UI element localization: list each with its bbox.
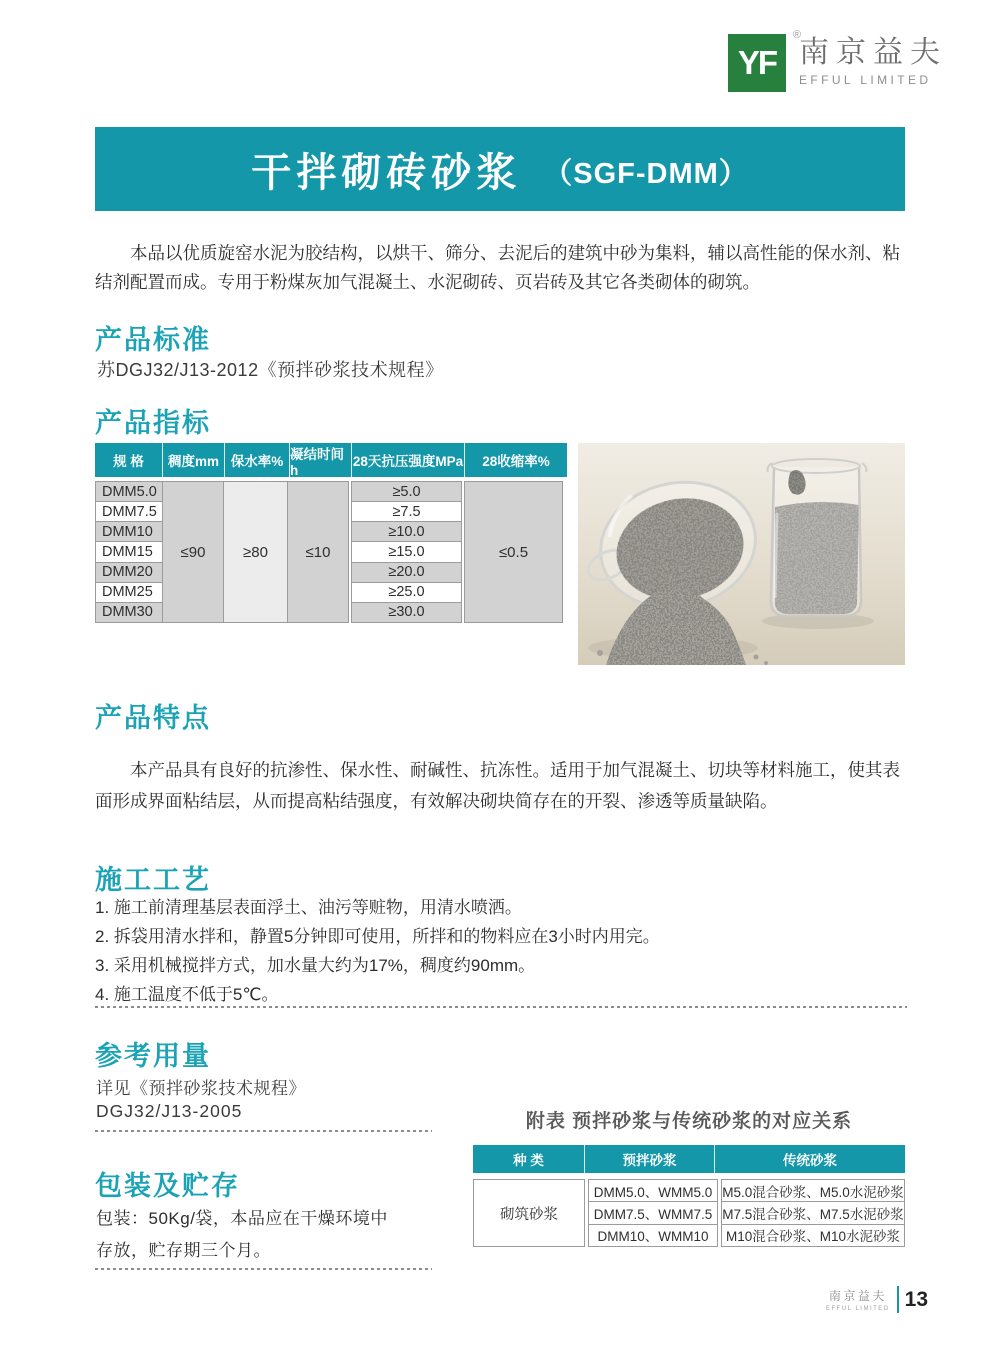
col-header-premixed: 预拌砂浆 xyxy=(585,1145,715,1173)
table-cell: DMM30 xyxy=(95,602,163,623)
section-heading-standard: 产品标准 xyxy=(95,325,211,355)
dotted-divider xyxy=(95,1006,907,1008)
product-title: 干拌砌砖砂浆 xyxy=(251,150,522,195)
col-header-shrinkage: 28收缩率% xyxy=(482,454,550,469)
col-header-strength: 28天抗压强度MPa xyxy=(352,443,465,477)
col-header-traditional: 传统砂浆 xyxy=(783,1153,837,1168)
consistency-merged-cell: ≤90 xyxy=(162,481,224,623)
table-cell: M5.0混合砂浆、M5.0水泥砂浆 xyxy=(721,1179,905,1202)
yf-logo-icon xyxy=(728,29,801,92)
usage-line2: DGJ32/J13-2005 xyxy=(96,1101,243,1121)
page-footer xyxy=(826,1286,928,1313)
strength-column xyxy=(352,481,462,623)
usage-line1: 详见《预拌砂浆技术规程》 xyxy=(96,1079,306,1098)
process-step: 3. 采用机械搅拌方式，加水量大约为17%，稠度约90mm。 xyxy=(95,956,536,975)
packaging-line2: 存放，贮存期三个月。 xyxy=(96,1241,271,1260)
product-photo xyxy=(578,443,905,665)
process-list xyxy=(95,893,908,1009)
registered-mark: ® xyxy=(792,29,801,41)
traditional-column xyxy=(721,1179,905,1247)
table-cell: ≥10.0 xyxy=(351,521,462,542)
company-name-en: EFFUL LIMITED xyxy=(799,73,932,87)
table-cell: DMM20 xyxy=(95,562,163,583)
company-logo xyxy=(728,29,947,92)
footer-brand xyxy=(826,1287,890,1312)
dotted-divider xyxy=(95,1268,432,1270)
table-cell: ≥25.0 xyxy=(351,582,462,603)
footer-divider xyxy=(897,1286,899,1313)
water-retention-merged-cell: ≥80 xyxy=(223,481,288,623)
table-cell: DMM5.0、WMM5.0 xyxy=(588,1179,718,1202)
appendix-table-header xyxy=(473,1145,905,1173)
product-intro: 本品以优质旋窑水泥为胶结构，以烘干、筛分、去泥后的建筑中砂为集料，辅以高性能的保水剂、粘结剂配置而成。专用于粉煤灰加气混凝土、水泥砌砖、页岩砖及其它各类砌体的砌筑。 xyxy=(95,242,900,292)
section-heading-process: 施工工艺 xyxy=(95,865,211,895)
premixed-column xyxy=(588,1179,718,1247)
table-cell: DMM7.5、WMM7.5 xyxy=(588,1201,718,1224)
spec-column xyxy=(95,481,163,623)
category-merged-cell: 砌筑砂浆 xyxy=(473,1179,585,1247)
dotted-divider xyxy=(95,1130,432,1132)
process-step: 1. 施工前清理基层表面浮土、油污等赃物，用清水喷洒。 xyxy=(95,898,522,917)
logo-wordmark xyxy=(799,34,947,87)
appendix-table-body xyxy=(473,1179,905,1247)
packaging-line1: 包装：50Kg/袋，本品应在干燥环境中 xyxy=(96,1209,388,1228)
appendix-table xyxy=(473,1145,905,1247)
section-heading-features: 产品特点 xyxy=(95,703,211,733)
page-number: 13 xyxy=(904,1287,928,1311)
appendix-table-title: 附表 预拌砂浆与传统砂浆的对应关系 xyxy=(525,1111,853,1132)
table-cell: DMM10 xyxy=(95,521,163,542)
col-header-setting: 凝结时间h xyxy=(290,443,352,477)
col-header-water: 保水率% xyxy=(225,443,290,477)
product-title-banner xyxy=(95,127,905,211)
spec-table-body xyxy=(95,481,567,623)
table-cell: DMM25 xyxy=(95,582,163,603)
spec-table-header xyxy=(95,443,567,477)
table-cell: ≥15.0 xyxy=(351,541,462,562)
col-header-spec: 规 格 xyxy=(95,443,163,477)
table-cell: DMM10、WMM10 xyxy=(588,1224,718,1247)
table-cell: ≥7.5 xyxy=(351,501,462,522)
table-cell: DMM7.5 xyxy=(95,501,163,522)
col-header-consistency: 稠度mm xyxy=(163,443,225,477)
company-name-cn: 南京益夫 xyxy=(799,36,947,69)
table-cell: DMM15 xyxy=(95,541,163,562)
table-cell: M7.5混合砂浆、M7.5水泥砂浆 xyxy=(721,1201,905,1224)
footer-company-en: EFFUL LIMITED xyxy=(826,1306,890,1312)
setting-time-merged-cell: ≤10 xyxy=(287,481,349,623)
col-header-category: 种 类 xyxy=(473,1145,585,1173)
logo-yf-text: YF xyxy=(737,44,777,81)
table-cell: ≥5.0 xyxy=(351,481,462,502)
spec-table xyxy=(95,443,567,623)
footer-company-cn: 南京益夫 xyxy=(828,1289,887,1303)
process-step: 2. 拆袋用清水拌和，静置5分钟即可使用，所拌和的物料应在3小时内用完。 xyxy=(95,927,660,946)
table-cell: M10混合砂浆、M10水泥砂浆 xyxy=(721,1224,905,1247)
features-text: 本产品具有良好的抗渗性、保水性、耐碱性、抗冻性。适用于加气混凝土、切块等材料施工，使其表面形成界面粘结层，从而提高粘结强度，有效解决砌块简存在的开裂、渗透等质量缺陷。 xyxy=(95,759,900,811)
section-heading-specs: 产品指标 xyxy=(95,408,211,438)
section-heading-usage: 参考用量 xyxy=(95,1041,211,1071)
table-cell: ≥20.0 xyxy=(351,562,462,583)
table-cell: DMM5.0 xyxy=(95,481,163,502)
product-code: （SGF-DMM） xyxy=(543,157,749,190)
process-step: 4. 施工温度不低于5℃。 xyxy=(95,985,279,1004)
section-heading-packaging: 包装及贮存 xyxy=(95,1171,240,1201)
standard-text: 苏DGJ32/J13-2012《预拌砂浆技术规程》 xyxy=(97,360,444,380)
table-cell: ≥30.0 xyxy=(351,602,462,623)
shrinkage-merged-cell: ≤0.5 xyxy=(464,481,563,623)
